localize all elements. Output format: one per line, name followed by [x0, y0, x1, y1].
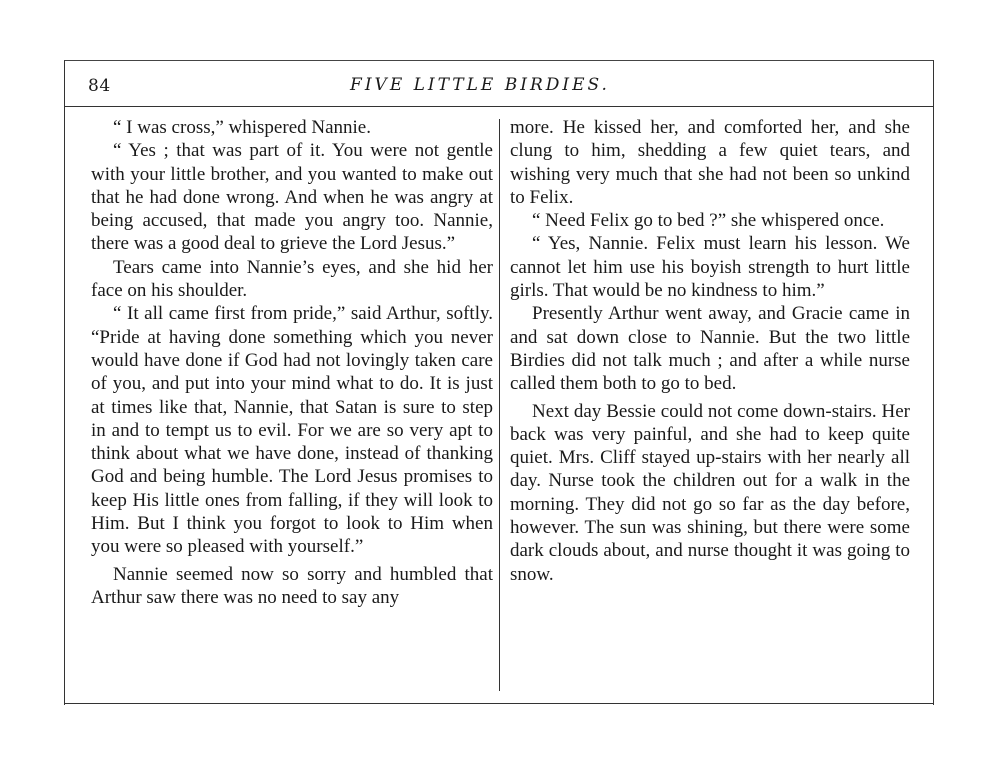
left-column: [91, 116, 493, 609]
paragraph: Next day Bessie could not come down-stairs. Her back was very painful, and she had to keep quite quiet. Mrs. Cliff stayed up-stairs with her nearly all day. Nurse took the children out for a walk in the morning. They did not go so far as the day before, however. The sun was shining, but there were some dark clouds about, and nurse thought it was going to snow.: [510, 400, 910, 585]
right-column: [510, 116, 910, 586]
running-title: FIVE LITTLE BIRDIES.: [350, 75, 610, 95]
paragraph: “ I was cross,” whispered Nannie.: [113, 117, 371, 138]
bottom-rule: [64, 703, 934, 704]
paragraph: more. He kissed her, and comforted her, and she clung to him, shedding a few quiet tears, and wishing very much that she had not been so unkind to Felix.: [510, 117, 910, 208]
paragraph: Nannie seemed now so sorry and humbled that Arthur saw there was no need to say any: [91, 563, 493, 608]
column-divider: [499, 119, 500, 691]
paragraph: “ Need Felix go to bed ?” she whispered once.: [532, 210, 885, 232]
paragraph: Tears came into Nannie’s eyes, and she hid her face on his shoulder.: [91, 256, 493, 302]
paragraph: “ Yes ; that was part of it. You were not gentle with your little brother, and you wanted to make out that he had done wrong. And when he was angry at being accused, that made you angry too. Nannie, there was a good deal to grieve the Lord Jesus.”: [91, 140, 493, 255]
paragraph: “ Yes, Nannie. Felix must learn his lesson. We cannot let him use his boyish strength to hurt little girls. That would be no kindness to him.”: [510, 233, 910, 302]
paragraph: Presently Arthur went away, and Gracie came in and sat down close to Nannie. But the two little Birdies did not talk much ; and after a while nurse called them both to go to bed.: [510, 303, 910, 395]
header-rule: [64, 106, 934, 107]
paragraph: “ It all came first from pride,” said Arthur, softly. “Pride at having done something which you never would have done if God had not lovingly taken care of you, and put into your mind what to do. It is just at times like that, Nannie, that Satan is sure to step in and to tempt us to evil. For we are so very apt to think about what we have done, instead of thanking God and being humble. The Lord Jesus promises to keep His little ones from falling, if they will look to Him. But I think you forgot to look to Him when you were so pleased with yourself.”: [91, 303, 493, 558]
page-number: 84: [88, 76, 111, 96]
